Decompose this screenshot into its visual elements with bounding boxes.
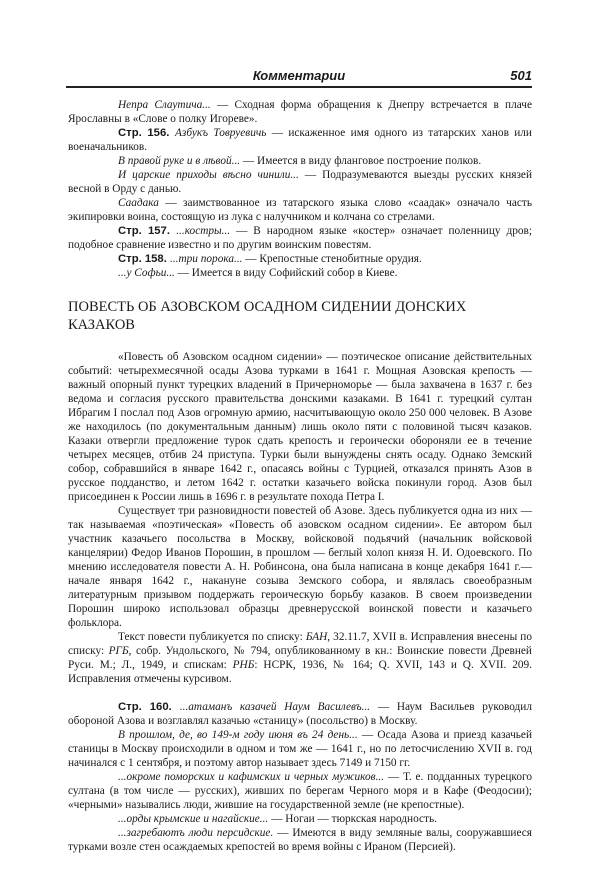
paragraph: [68, 826, 532, 854]
paragraph: [68, 196, 532, 224]
paragraph: [68, 630, 532, 686]
commentary-text: — Имеется в виду Софийский собор в Киеве.: [174, 267, 398, 279]
paragraph: [68, 770, 532, 812]
commentary-text: — заимствованное из татарского языка слово «саадак» означало часть экипировки воина, состоящую из лука с налучником и колчана со стрелами.: [68, 197, 532, 223]
paragraph: [68, 504, 532, 630]
commentary-text: , 32.11.7, XVII в. Исправления внесены по списку:: [68, 631, 532, 657]
quoted-term: И царские приходы вѣсно чинили...: [118, 169, 299, 181]
paragraph: [68, 168, 532, 196]
commentary-text: — Наум Васильев руководил обороной Азова и возглавлял казачью «станицу» (посольство) в Москву.: [68, 701, 532, 727]
quoted-term: ...костры...: [176, 225, 231, 237]
paragraph: [68, 154, 532, 168]
quoted-term: Азбукъ Товруевичь: [175, 127, 267, 139]
paragraph: [68, 350, 532, 504]
commentary-text: — Ногаи — тюркская народность.: [268, 813, 437, 825]
commentary-text: , собр. Ундольского, № 794, опубликованному в кн.: Воинские повести Древней Руси. М.; Л., 1949, и спискам:: [68, 645, 532, 671]
commentary-text: : НСРК, 1936, № 164; Q. XVII, 143 и Q. XVII. 209. Исправления отмечены курсивом.: [68, 659, 532, 685]
quoted-term: В прошлом, де, во 149-м году июня въ 24 день...: [118, 729, 358, 741]
commentary-text: — Т. е. подданных турецкого султана (в том числе — русских), живших по берегам Черного моря и в Кафе (Феодосии); «черными» назывались люди, жившие на государственной земле (не крепостные).: [68, 771, 532, 811]
running-title: Комментарии: [252, 68, 346, 83]
paragraph: [68, 728, 532, 770]
running-header: [66, 66, 532, 88]
quoted-term: ...окроме поморских и кафимских и черных мужиков...: [118, 771, 385, 783]
paragraph: [68, 98, 532, 126]
commentary-text: «Повесть об Азовском осадном сидении» — поэтическое описание действительных событий: четырехмесячной осады Азова турками в 1641 г. Мощная Азовская крепость — важный опорный пункт турецких владений в Причерноморье — была захвачена в 1637 г. без ведома и согласия русского правительства донскими казаками. В 1641 г. турецкий султан Ибрагим I послал под Азов огромную армию, насчитывающую около 250 000 человек. В Азове же находилось (по документальным данным) лишь около пяти с половиной тысяч казаков. Казаки отвергли предложение турок сдать крепость и героически обороняли ее в течение четырех месяцев, отбив 24 приступа. Турки были вынуждены снять осаду. Однако Земский собор, собравшийся в январе 1642 г., опасаясь войны с Турцией, отказался принять Азов в русское подданство, и летом 1642 г. остатки казачьего войска покинули город. Азов был присоединен к России лишь в 1696 г. в результате похода Петра I.: [68, 351, 532, 503]
commentary-text: — Крепостные стенобитные орудия.: [242, 253, 422, 265]
commentary-text: — Имеются в виду земляные валы, сооружавшиеся турками возле стен осаждаемых крепостей во время войны с Ираном (Персией).: [68, 827, 532, 853]
page-reference: Стр. 158.: [118, 253, 170, 265]
section-intro: [68, 350, 532, 686]
commentary-text: Существует три разновидности повестей об Азове. Здесь публикуется одна из них — так называемая «поэтическая» «Повесть об азовском осадном сидении». Ее автором был участник казачьего посольства в Москву, войсковой подьячий (начальник войсковой канцелярии) Федор Иванов Порошин, в прошлом — беглый холоп князя Н. И. Одоевского. По мнению исследователя повести А. Н. Робинсона, она была написана в конце декабря 1641 г.—начале января 1642 г., накануне созыва Земского собора, и являлась своеобразным литературным призывом поддержать героическую борьбу казаков. В своем произведении Порошин широко использовал образцы древнерусской воинской повести и казачьего фольклора.: [68, 505, 532, 629]
page-number: 501: [510, 68, 532, 83]
paragraph: [68, 224, 532, 252]
quoted-term: ...три порока...: [170, 253, 243, 265]
quoted-term: ...загребаютъ люди персидские.: [118, 827, 274, 839]
quoted-term: ...орды крымские и нагайские...: [118, 813, 269, 825]
commentary-block-2: [68, 700, 532, 854]
quoted-term: РГБ: [108, 645, 129, 657]
commentary-text: — Осада Азова и приезд казачьей станицы в Москву происходили в одном и том же — 1641 г., но по летосчислению XVII в. год начинался с 1 сентября, и поэтому автор называет здесь 7149 и 7150 гг.: [68, 729, 532, 769]
commentary-text: — Подразумеваются выезды русских князей весной в Орду с данью.: [68, 169, 532, 195]
paragraph: [68, 126, 532, 154]
quoted-term: ...у Софьи...: [118, 267, 175, 279]
commentary-text: — Имеется в виду фланговое построение полков.: [240, 155, 482, 167]
paragraph: [68, 812, 532, 826]
quoted-term: БАН: [305, 631, 328, 643]
page-reference: Стр. 156.: [118, 127, 176, 139]
commentary-block-1: [68, 98, 532, 280]
quoted-term: ...атаманъ казачей Наум Василевъ...: [179, 701, 371, 713]
commentary-text: — искаженное имя одного из татарских ханов или военачальников.: [68, 127, 532, 153]
quoted-term: Саадака: [118, 197, 159, 209]
quoted-term: Непра Слаутича...: [118, 99, 211, 111]
paragraph: [68, 700, 532, 728]
paragraph: [68, 252, 532, 266]
section-heading: ПОВЕСТЬ ОБ АЗОВСКОМ ОСАДНОМ СИДЕНИИ ДОНСКИХ КАЗАКОВ: [68, 299, 467, 333]
commentary-text: — В народном языке «костер» означает поленницу дров; подобное сравнение известно и по другим воинским повестям.: [68, 225, 532, 251]
quoted-term: РНБ: [232, 659, 255, 671]
page-reference: Стр. 157.: [118, 225, 177, 237]
commentary-text: Текст повести публикуется по списку:: [118, 631, 306, 643]
commentary-text: — Сходная форма обращения к Днепру встречается в плаче Ярославны в «Слове о полку Игореве».: [68, 99, 532, 125]
quoted-term: В правой руке и в лѣвой...: [118, 155, 241, 167]
page-reference: Стр. 160.: [118, 701, 180, 713]
paragraph: [68, 266, 532, 280]
